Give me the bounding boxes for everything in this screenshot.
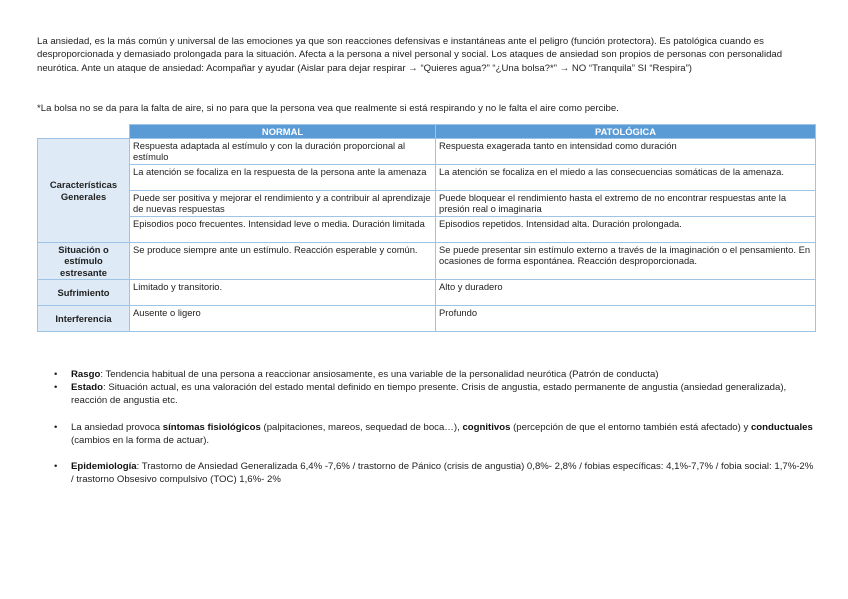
cell-patologica: La atención se focaliza en el miedo a las consecuencias somáticas de la amenaza.	[436, 165, 816, 191]
bullet-marker: •	[54, 369, 58, 380]
table-row	[38, 139, 816, 165]
cell-normal: Ausente o ligero	[130, 306, 436, 332]
row-header-situacion: Situación o estímulo estresante	[38, 243, 130, 280]
term-epidemiologia: Epidemiología	[71, 461, 137, 473]
cell-normal: La atención se focaliza en la respuesta de la persona ante la amenaza	[130, 165, 436, 191]
table-header-row	[38, 125, 816, 139]
cell-patologica: Profundo	[436, 306, 816, 332]
text-sintomas-intro: La ansiedad provoca	[71, 421, 163, 433]
cell-patologica: Se puede presentar sin estímulo externo a través de la imaginación o el pensamiento. En ocasiones de forma espontánea. Reacción desproporcionada.	[436, 243, 816, 280]
list-item-sintomas	[37, 421, 815, 447]
cell-normal: Respuesta adaptada al estímulo y con la duración proporcional al estímulo	[130, 139, 436, 165]
cell-patologica: Alto y duradero	[436, 280, 816, 306]
text-conductuales: (cambios en la forma de actuar).	[71, 434, 210, 446]
cell-normal: Se produce siempre ante un estímulo. Reacción esperable y común.	[130, 243, 436, 280]
bullet-list	[37, 368, 815, 486]
text-epidemiologia: : Trastorno de Ansiedad Generalizada 6,4% -7,6% / trastorno de Pánico (crisis de angustia) 0,8%- 2,8% / fobias específicas: 4,1%-7,7% / fobia social: 1,7%-2% / trastorno Obsesivo compulsivo (TOC) 1,6%- 2%	[71, 461, 814, 486]
column-header-normal: NORMAL	[130, 125, 436, 139]
column-header-patologica: PATOLÓGICA	[436, 125, 816, 139]
table-row	[38, 280, 816, 306]
term-rasgo: Rasgo	[71, 369, 101, 380]
table-row	[38, 243, 816, 280]
bullet-marker: •	[54, 382, 58, 394]
text-estado: : Situación actual, es una valoración del estado mental definido en tiempo presente. Crisis de angustia, estado permanente de angustia (ansiedad generalizada), reacción de angustia etc.	[71, 382, 787, 407]
intro-paragraph: La ansiedad, es la más común y universal de las emociones ya que son reacciones defensivas e instantáneas ante el peligro (función protectora). Es patológica cuando es desproporcionada y demasiado prolongada para la situación. Afecta a la persona a nivel personal y social. Los ataques de ansiedad son propios de personas con personalidad neurótica. Ante un ataque de ansiedad: Acompañar y ayudar (Aislar para dejar respirar → “Quieres agua?” “¿Una bolsa?*” → NO “Tranquila” SI “Respira”)	[37, 36, 783, 74]
row-header-interferencia: Interferencia	[38, 306, 130, 332]
cell-patologica: Puede bloquear el rendimiento hasta el extremo de no encontrar respuestas ante la presión real o imaginaria	[436, 191, 816, 217]
list-item-rasgo	[37, 368, 815, 381]
cell-normal: Limitado y transitorio.	[130, 280, 436, 306]
cell-patologica: Episodios repetidos. Intensidad alta. Duración prolongada.	[436, 217, 816, 243]
text-cognitivos: (percepción de que el entorno también está afectado) y	[510, 421, 751, 433]
list-item-epidemiologia	[37, 460, 815, 486]
cell-normal: Episodios poco frecuentes. Intensidad leve o media. Duración limitada	[130, 217, 436, 243]
text-fisiologicos: (palpitaciones, mareos, sequedad de boca…),	[260, 421, 463, 433]
table-corner-cell	[38, 125, 130, 139]
cell-normal: Puede ser positiva y mejorar el rendimiento y a contribuir al aprendizaje de nuevas respuestas	[130, 191, 436, 217]
table-row	[38, 306, 816, 332]
bullet-marker: •	[54, 461, 58, 473]
term-estado: Estado	[71, 382, 103, 394]
anxiety-comparison-table	[37, 124, 816, 332]
bullet-marker: •	[54, 421, 58, 433]
term-fisiologicos: síntomas fisiológicos	[162, 421, 261, 433]
list-item-estado	[37, 381, 815, 407]
row-header-sufrimiento: Sufrimiento	[38, 280, 130, 306]
term-conductuales: conductuales	[750, 421, 813, 433]
table-row	[38, 165, 816, 191]
row-header-caracteristicas: Características Generales	[38, 139, 130, 243]
table-row	[38, 217, 816, 243]
text-rasgo: : Tendencia habitual de una persona a reaccionar ansiosamente, es una variable de la personalidad neurótica (Patrón de conducta)	[100, 369, 659, 380]
table-row	[38, 191, 816, 217]
bag-footnote: *La bolsa no se da para la falta de aire, si no para que la persona vea que realmente si está respirando y no le falta el aire como percibe.	[37, 103, 619, 114]
cell-patologica: Respuesta exagerada tanto en intensidad como duración	[436, 139, 816, 165]
term-cognitivos: cognitivos	[462, 421, 511, 433]
